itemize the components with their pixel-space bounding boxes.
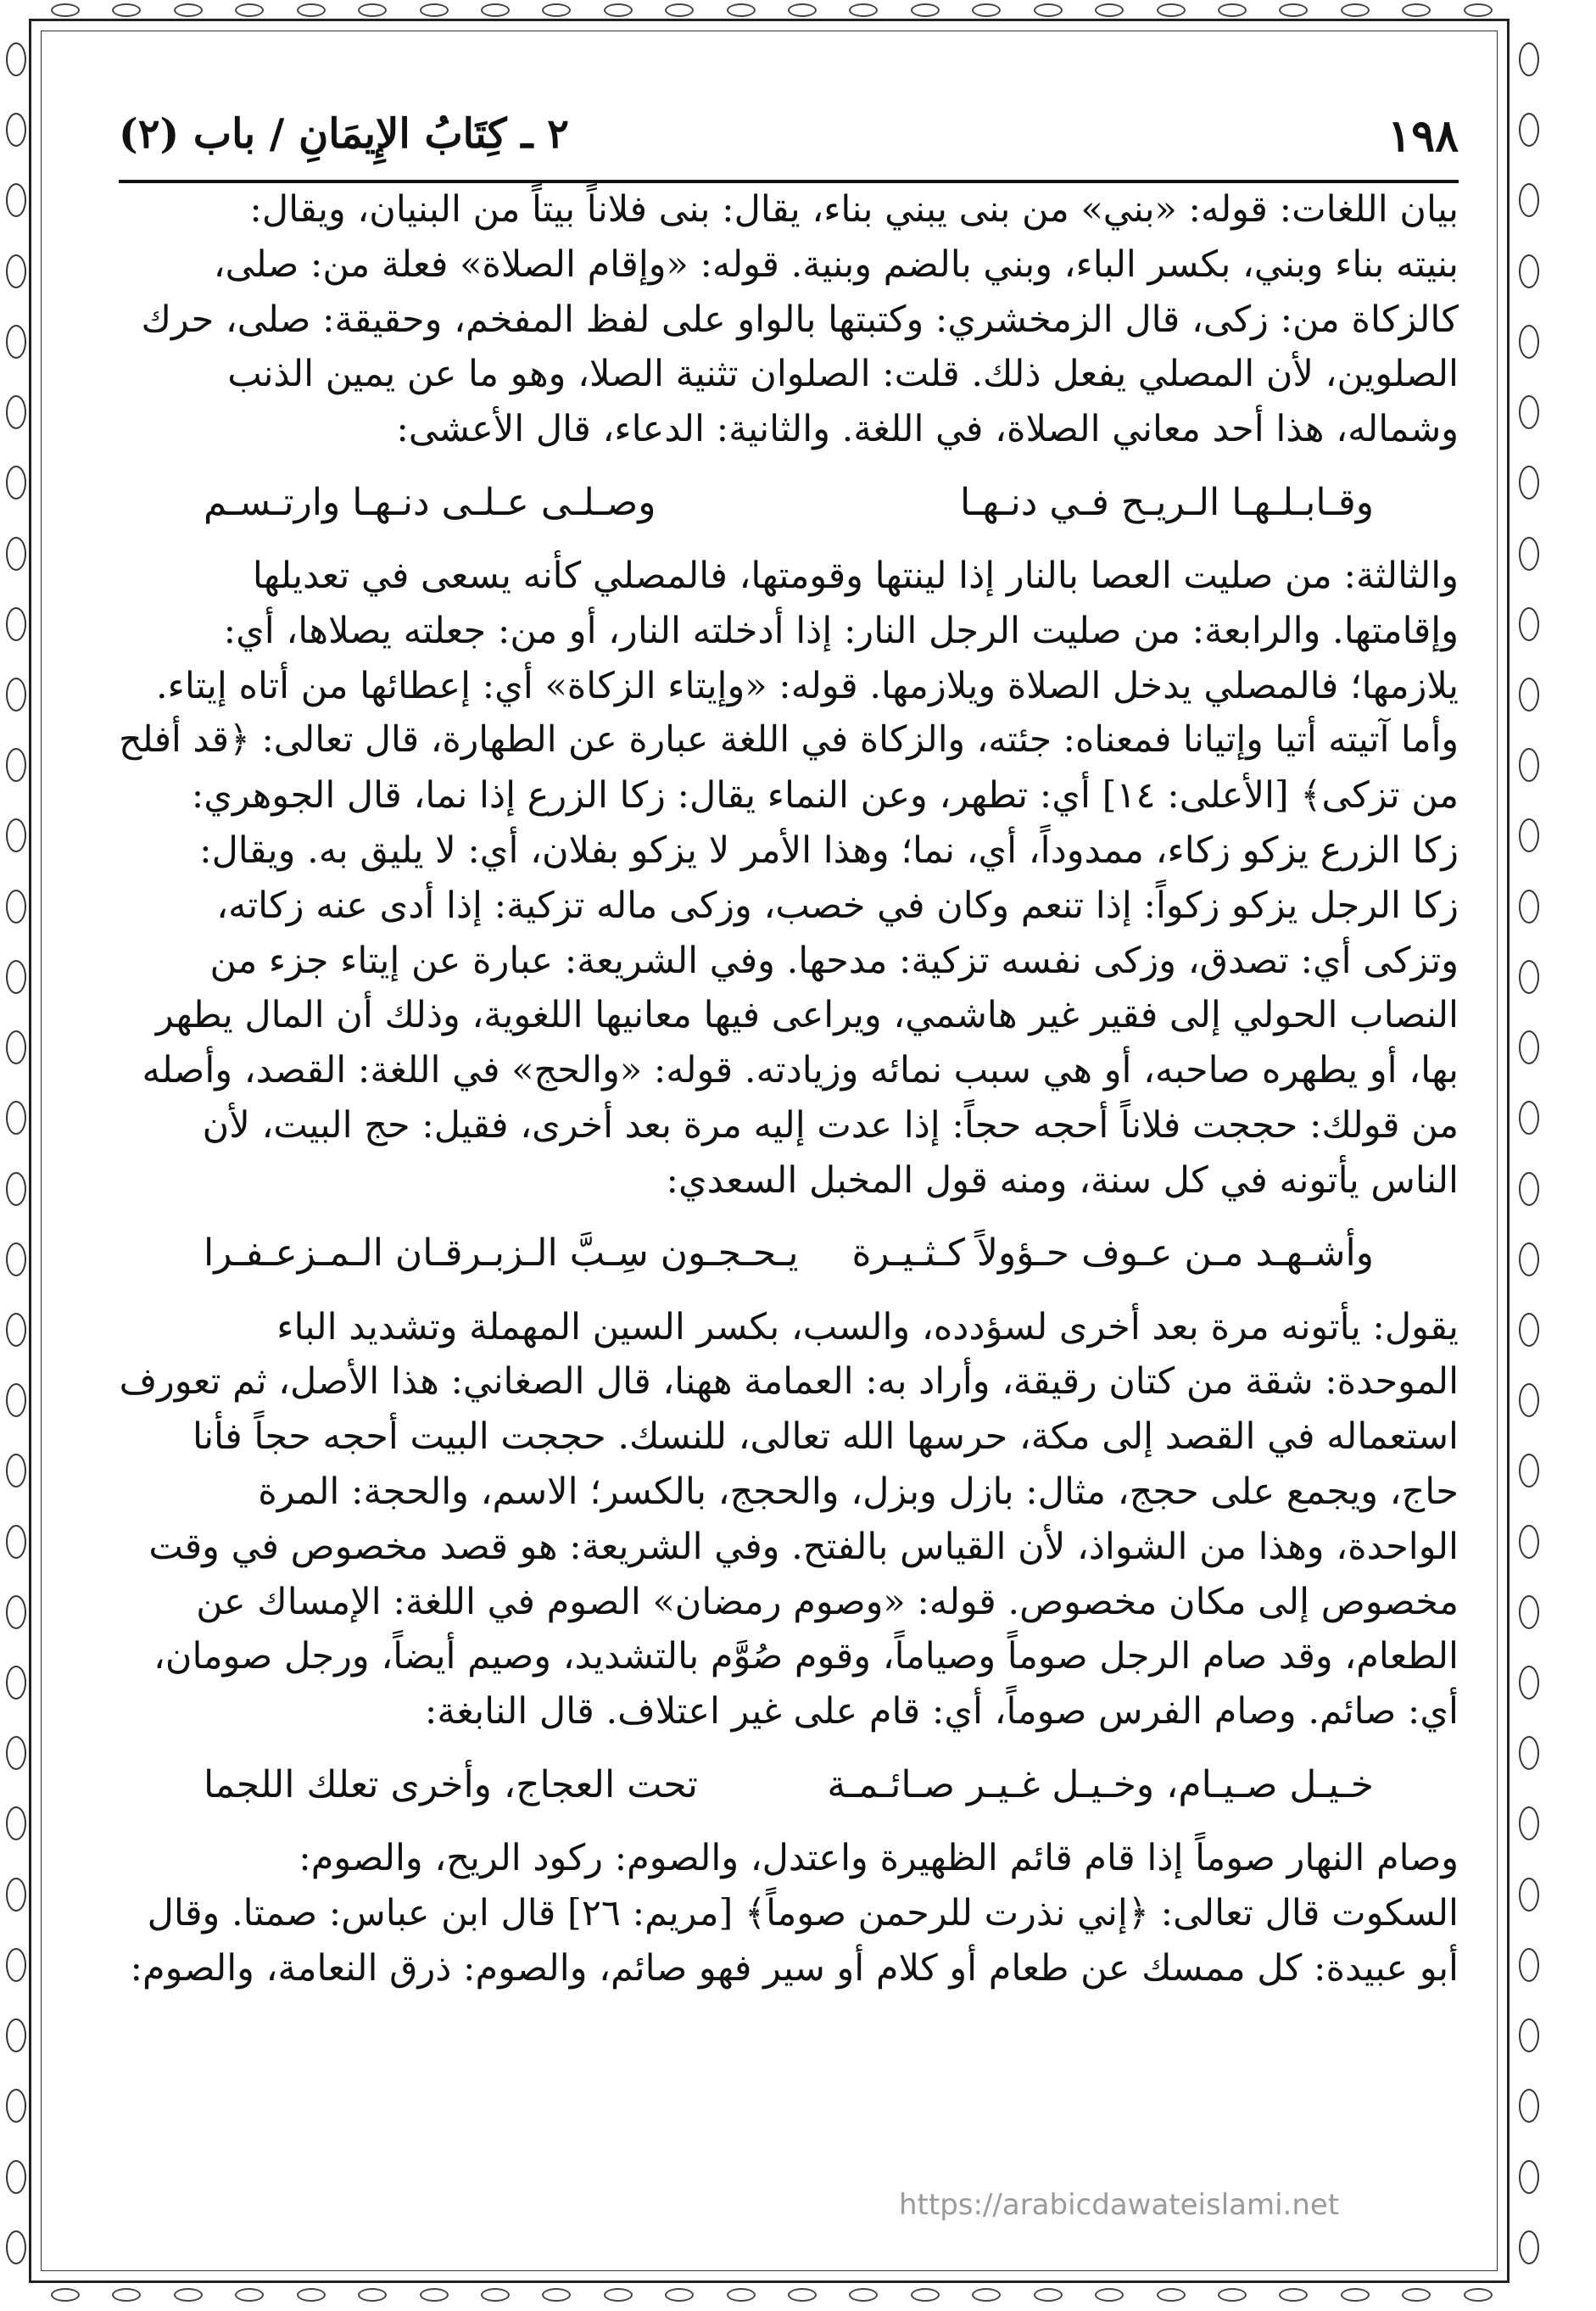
poetry-verse xyxy=(119,1209,1459,1300)
text-line: بنيته بناء وبني، بكسر الباء، وبني بالضم وبنية. قوله: «وإقام الصلاة» فعلة من: صلى، xyxy=(213,243,1459,286)
watermark-url: https://arabicdawateislami.net xyxy=(899,2188,1340,2222)
top-border-ornament xyxy=(51,3,1493,20)
left-border-ornament xyxy=(2,42,31,2264)
text-line: الموحدة: شقة من كتان رقيقة، وأراد به: العمامة ههنا، قال الصغاني: هذا الأصل، ثم تعورف xyxy=(119,1360,1459,1404)
text-line: زكا الرجل يزكو زكواً: إذا تنعم وكان في خصب، وزكى ماله تزكية: إذا أدى عنه زكاته، xyxy=(216,884,1459,927)
verse-first-hemistich: خـيـل صـيـام، وخـيـل غـيـر صـائـمـة xyxy=(827,1762,1374,1806)
verse-first-hemistich: وأشـهـد مـن عـوف حـؤولاً كـثـيـرة xyxy=(851,1231,1374,1276)
text-line: وصام النهار صوماً إذا قام قائم الظهيرة واعتدل، والصوم: ركود الريح، والصوم: xyxy=(299,1836,1459,1879)
text-line: والثالثة: من صليت العصا بالنار إذا لينتها وقومتها، فالمصلي كأنه يسعى في تعديلها xyxy=(252,554,1459,597)
text-line: حاج، ويجمع على حجج، مثال: بازل وبزل، والحجج، بالكسر؛ الاسم، والحجة: المرة xyxy=(258,1470,1459,1513)
text-line: الواحدة، وهذا من الشواذ، لأن القياس بالفتح. وفي الشريعة: هو قصد مخصوص في وقت xyxy=(148,1525,1459,1568)
text-line: وإقامتها. والرابعة: من صليت الرجل النار: إذا أدخلته النار، أو من: جعلته يصلاها، أي: xyxy=(223,609,1459,652)
right-border-ornament xyxy=(1515,42,1543,2264)
running-head: ٢ ـ كِتَابُ الإِيمَانِ / باب (٢) xyxy=(119,110,569,158)
verse-second-hemistich: تحت العجاج، وأخرى تعلك اللجما xyxy=(204,1762,699,1806)
text-line: كالزكاة من: زكى، قال الزمخشري: وكتبتها بالواو على لفظ المفخم، وحقيقة: صلى، حرك xyxy=(141,298,1459,341)
text-line: وأما آتيته أتيا وإتيانا فمعناه: جئته، والزكاة في اللغة عبارة عن الطهارة، قال تعالى: ﴿قد أفلح xyxy=(119,719,1459,762)
text-line: وشماله، هذا أحد معاني الصلاة، في اللغة. والثانية: الدعاء، قال الأعشى: xyxy=(396,408,1459,451)
text-line: وتزكى أي: تصدق، وزكى نفسه تزكية: مدحها. وفي الشريعة: عبارة عن إيتاء جزء من xyxy=(209,939,1459,982)
text-line: يلازمها؛ فالمصلي يدخل الصلاة ويلازمها. قوله: «وإيتاء الزكاة» أي: إعطائها من أتاه إيتاء. xyxy=(155,664,1459,707)
bottom-border-ornament xyxy=(51,2288,1493,2305)
text-line: أي: صائم. وصام الفرس صوماً، أي: قام على غير اعتلاف. قال النابغة: xyxy=(424,1690,1459,1733)
book-page xyxy=(119,76,1459,2247)
text-line: بيان اللغات: قوله: «بني» من بنى يبني بناء، يقال: بنى فلاناً بيتاً من البنيان، ويقال: xyxy=(249,188,1459,231)
text-line: الصلوين، لأن المصلي يفعل ذلك. قلت: الصلوان تثنية الصلا، وهو ما عن يمين الذنب xyxy=(227,353,1459,396)
poetry-verse xyxy=(119,1739,1459,1831)
text-line: النصاب الحولي إلى فقير غير هاشمي، ويراعى فيها معانيها اللغوية، وذلك أن المال يطهر xyxy=(155,994,1459,1037)
text-line: أبو عبيدة: كل ممسك عن طعام أو كلام أو سير فهو صائم، والصوم: ذرق النعامة، والصوم: xyxy=(130,1946,1459,1990)
verse-second-hemistich: يـحـجـون سِـبَّ الـزبـرقـان الـمـزعـفـرا xyxy=(204,1231,799,1276)
text-line: مخصوص إلى مكان مخصوص. قوله: «وصوم رمضان» الصوم في اللغة: الإمساك عن xyxy=(196,1580,1459,1623)
verse-first-hemistich: وقـابـلـهـا الـريـح فـي دنـهـا xyxy=(960,480,1374,524)
verse-second-hemistich: وصـلـى عـلـى دنـهـا وارتـسـم xyxy=(204,480,656,524)
text-line: السكوت قال تعالى: ﴿إني نذرت للرحمن صوماً﴾ [مريم: ٢٦] قال ابن عباس: صمتا. وقال xyxy=(147,1891,1459,1934)
text-line: استعماله في القصد إلى مكة، حرسها الله تعالى، للنسك. حججت البيت أحجه حجاً فأنا xyxy=(192,1415,1459,1459)
poetry-verse xyxy=(119,457,1459,549)
text-line: من قولك: حججت فلاناً أحجه حجاً: إذا عدت إليه مرة بعد أخرى، فقيل: حج البيت، لأن xyxy=(202,1103,1459,1147)
text-line: من تزكى﴾ [الأعلى: ١٤] أي: تطهر، وعن النماء يقال: زكا الزرع إذا نما، قال الجوهري: xyxy=(191,774,1459,818)
text-line: الناس يأتونه في كل سنة، ومنه قول المخبل السعدي: xyxy=(666,1158,1459,1202)
page-number: ١٩٨ xyxy=(1387,110,1459,162)
text-line: بها، أو يطهره صاحبه، أو هي سبب نمائه وزيادته. قوله: «والحج» في اللغة: القصد، وأصله xyxy=(142,1049,1459,1092)
page-body xyxy=(119,182,1459,1996)
text-line: يقول: يأتونه مرة بعد أخرى لسؤدده، والسب، بكسر السين المهملة وتشديد الباء xyxy=(276,1305,1459,1348)
text-line: الطعام، وقد صام الرجل صوماً وصياماً، وقوم صُوَّم بالتشديد، وصيم أيضاً، ورجل صومان، xyxy=(153,1635,1459,1678)
text-line: زكا الزرع يزكو زكاء، ممدوداً، أي، نما؛ وهذا الأمر لا يزكو بفلان، أي: لا يليق به. ويقال: xyxy=(199,829,1459,872)
page-header xyxy=(119,110,1459,170)
